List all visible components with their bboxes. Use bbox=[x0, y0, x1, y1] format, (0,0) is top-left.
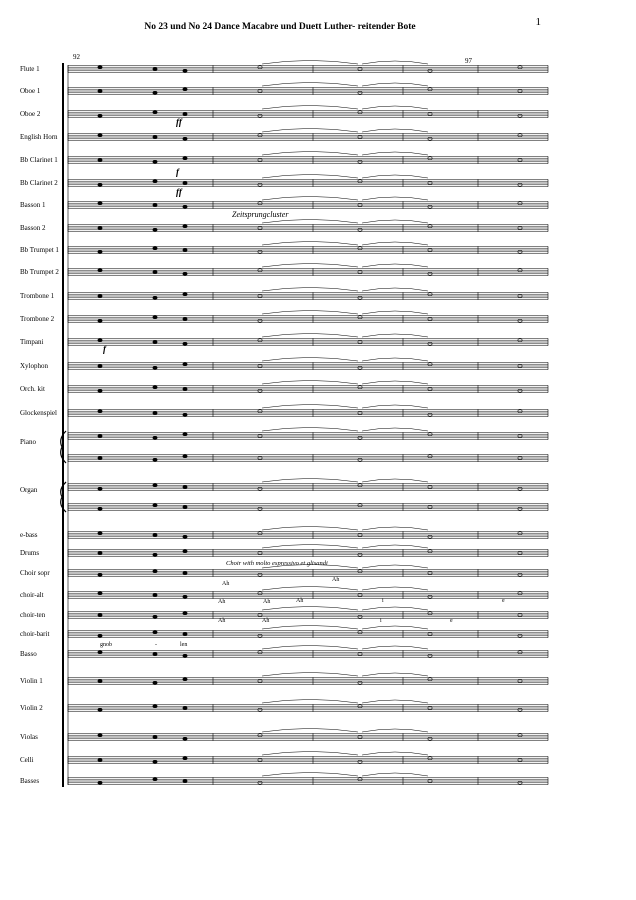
note bbox=[183, 69, 187, 72]
note bbox=[153, 436, 157, 439]
note bbox=[153, 91, 157, 94]
tie bbox=[262, 527, 428, 531]
note bbox=[183, 363, 187, 366]
note bbox=[183, 633, 187, 636]
note bbox=[98, 759, 102, 762]
note bbox=[153, 204, 157, 207]
note bbox=[153, 778, 157, 781]
tie bbox=[262, 264, 428, 268]
note bbox=[153, 296, 157, 299]
staff-glockenspiel bbox=[68, 409, 548, 416]
score-title: No 23 und No 24 Dance Macabre und Duett Luther- reitender Bote bbox=[144, 22, 416, 32]
note bbox=[153, 504, 157, 507]
note bbox=[98, 457, 102, 460]
note bbox=[183, 249, 187, 252]
note bbox=[183, 413, 187, 416]
instrument-label: Timpani bbox=[20, 338, 44, 346]
note bbox=[183, 157, 187, 160]
instrument-label: Violin 2 bbox=[20, 704, 43, 712]
note bbox=[98, 651, 102, 654]
tie bbox=[262, 773, 428, 777]
note bbox=[153, 484, 157, 487]
note bbox=[98, 365, 102, 368]
instrument-label: Oboe 2 bbox=[20, 110, 41, 118]
note bbox=[153, 160, 157, 163]
staff-basses bbox=[68, 777, 548, 784]
instrument-label: Xylophon bbox=[20, 362, 48, 370]
note bbox=[98, 781, 102, 784]
staff-celli bbox=[68, 756, 548, 763]
staff-oboe-2 bbox=[68, 110, 548, 117]
instrument-label: Bb Clarinet 1 bbox=[20, 156, 58, 164]
staff-choir-sopr bbox=[68, 569, 548, 576]
staff-flute-1 bbox=[68, 65, 548, 72]
staff-choir-barit bbox=[68, 630, 548, 637]
note bbox=[153, 228, 157, 231]
tie bbox=[262, 220, 428, 224]
lyric-alt-3: Ah bbox=[296, 598, 304, 604]
note bbox=[183, 612, 187, 615]
lyric-ten-3: i bbox=[380, 618, 382, 624]
note bbox=[98, 227, 102, 230]
instrument-label: Trombone 1 bbox=[20, 292, 55, 300]
dynamic-oboe: ff bbox=[176, 117, 182, 127]
instrument-label: Violas bbox=[20, 733, 38, 741]
note bbox=[183, 88, 187, 91]
note bbox=[153, 631, 157, 634]
note bbox=[153, 458, 157, 461]
staff-bb-trumpet-2 bbox=[68, 268, 548, 275]
note bbox=[183, 455, 187, 458]
note bbox=[183, 182, 187, 185]
tie bbox=[262, 700, 428, 704]
note bbox=[183, 535, 187, 538]
lyric-alt-1: Ah bbox=[218, 599, 226, 605]
instrument-label: Bb Trumpet 1 bbox=[20, 246, 59, 254]
tie bbox=[262, 175, 428, 179]
note bbox=[183, 595, 187, 598]
staff-basson-2 bbox=[68, 224, 548, 231]
instrument-label: Basso bbox=[20, 650, 37, 658]
note bbox=[98, 159, 102, 162]
note bbox=[183, 113, 187, 116]
instrument-label: Flute 1 bbox=[20, 65, 40, 73]
instrument-label: Choir sopr bbox=[20, 569, 50, 577]
lyric-barit-2: - bbox=[155, 642, 157, 648]
staff-orch-kit bbox=[68, 385, 548, 392]
note bbox=[153, 68, 157, 71]
note bbox=[153, 681, 157, 684]
instrument-label: Organ bbox=[20, 486, 38, 494]
staff-e-bass bbox=[68, 531, 548, 538]
staff-piano-2 bbox=[68, 454, 548, 461]
note bbox=[98, 592, 102, 595]
tie bbox=[262, 152, 428, 156]
note bbox=[98, 507, 102, 510]
instrument-label: choir-alt bbox=[20, 591, 44, 599]
tie bbox=[262, 729, 428, 733]
note bbox=[98, 183, 102, 186]
tie bbox=[262, 646, 428, 650]
tie bbox=[262, 673, 428, 677]
tie bbox=[262, 106, 428, 110]
instrument-label: Glockenspiel bbox=[20, 409, 57, 417]
note bbox=[98, 66, 102, 69]
note bbox=[183, 225, 187, 228]
tie bbox=[262, 626, 428, 630]
note bbox=[98, 552, 102, 555]
instrument-label: Oboe 1 bbox=[20, 87, 41, 95]
note bbox=[183, 486, 187, 489]
tie bbox=[262, 381, 428, 385]
tie bbox=[262, 358, 428, 362]
note bbox=[98, 90, 102, 93]
note bbox=[183, 707, 187, 710]
note bbox=[98, 532, 102, 535]
note bbox=[183, 678, 187, 681]
instrument-label: Trombone 2 bbox=[20, 315, 55, 323]
tie bbox=[262, 428, 428, 432]
note bbox=[153, 760, 157, 763]
staff-choir-alt bbox=[68, 591, 548, 598]
note bbox=[183, 318, 187, 321]
note bbox=[183, 342, 187, 345]
tie bbox=[262, 197, 428, 201]
note bbox=[98, 339, 102, 342]
note bbox=[98, 708, 102, 711]
note bbox=[98, 202, 102, 205]
note bbox=[153, 271, 157, 274]
staff-piano-1 bbox=[68, 432, 548, 439]
measure-number: 92 bbox=[73, 53, 80, 61]
dynamic-clarinet: ff bbox=[176, 187, 182, 197]
staff-violin-2 bbox=[68, 704, 548, 711]
instrument-label: Drums bbox=[20, 549, 40, 557]
note bbox=[153, 366, 157, 369]
staff-violin-1 bbox=[68, 677, 548, 684]
note bbox=[98, 114, 102, 117]
note bbox=[153, 705, 157, 708]
instrument-label: Bb Clarinet 2 bbox=[20, 179, 58, 187]
staff-basso bbox=[68, 650, 548, 657]
staff-choir-ten bbox=[68, 611, 548, 618]
note bbox=[153, 736, 157, 739]
note bbox=[153, 341, 157, 344]
note bbox=[153, 653, 157, 656]
tie bbox=[262, 479, 428, 483]
note bbox=[98, 250, 102, 253]
instrument-label: Basson 1 bbox=[20, 201, 46, 209]
note bbox=[98, 573, 102, 576]
tie bbox=[262, 83, 428, 87]
note bbox=[183, 654, 187, 657]
note bbox=[183, 550, 187, 553]
tie bbox=[262, 61, 428, 65]
note bbox=[98, 487, 102, 490]
note bbox=[98, 269, 102, 272]
tie bbox=[262, 587, 428, 591]
note bbox=[153, 570, 157, 573]
note bbox=[153, 316, 157, 319]
lyric-ten-1: Ah bbox=[218, 618, 226, 624]
note bbox=[183, 780, 187, 783]
tie bbox=[262, 752, 428, 756]
staff-bb-trumpet-1 bbox=[68, 246, 548, 253]
lyric-ten-2: Ah bbox=[262, 618, 270, 624]
instrument-label: e-bass bbox=[20, 531, 38, 539]
note bbox=[153, 180, 157, 183]
instrument-label: Orch. kit bbox=[20, 385, 45, 393]
note bbox=[153, 247, 157, 250]
note bbox=[183, 388, 187, 391]
staff-trombone-2 bbox=[68, 315, 548, 322]
tie bbox=[262, 545, 428, 549]
staff-organ-2 bbox=[68, 503, 548, 510]
note bbox=[183, 293, 187, 296]
lyric-ten-4: e bbox=[450, 618, 453, 624]
note bbox=[98, 680, 102, 683]
note bbox=[183, 137, 187, 140]
staff-english-horn bbox=[68, 133, 548, 140]
page-number: 1 bbox=[535, 16, 541, 28]
note bbox=[98, 435, 102, 438]
staff-oboe-1 bbox=[68, 87, 548, 94]
instrument-label: choir-barit bbox=[20, 630, 50, 638]
note bbox=[98, 410, 102, 413]
lyric-alt-4: i bbox=[382, 598, 384, 604]
tie bbox=[262, 607, 428, 611]
staff-timpani bbox=[68, 338, 548, 345]
staff-bb-clarinet-2 bbox=[68, 179, 548, 186]
staff-organ-1 bbox=[68, 483, 548, 490]
choir-direction: Choir with molto espressivo et glisandi bbox=[226, 560, 328, 567]
note bbox=[98, 614, 102, 617]
lyric-sopr-1: Ah bbox=[222, 581, 230, 587]
instrument-label: Basses bbox=[20, 777, 40, 785]
staff-xylophon bbox=[68, 362, 548, 369]
tie bbox=[262, 288, 428, 292]
note bbox=[183, 205, 187, 208]
staff-basson-1 bbox=[68, 201, 548, 208]
note bbox=[183, 272, 187, 275]
note bbox=[98, 734, 102, 737]
note bbox=[153, 136, 157, 139]
lyric-barit-1: gnob bbox=[100, 642, 112, 648]
note bbox=[183, 433, 187, 436]
note bbox=[183, 506, 187, 509]
lyric-sopr-2: Ah bbox=[332, 577, 340, 583]
tie bbox=[262, 311, 428, 315]
note bbox=[153, 111, 157, 114]
dynamic-clarinet-1: f bbox=[176, 167, 179, 177]
dynamic-timpani: f bbox=[103, 344, 106, 354]
note bbox=[153, 412, 157, 415]
note bbox=[98, 634, 102, 637]
note bbox=[98, 134, 102, 137]
note bbox=[153, 534, 157, 537]
note bbox=[183, 757, 187, 760]
note bbox=[183, 572, 187, 575]
instrument-label: Celli bbox=[20, 756, 34, 764]
note bbox=[153, 594, 157, 597]
note bbox=[153, 386, 157, 389]
tie bbox=[262, 129, 428, 133]
note bbox=[183, 737, 187, 740]
note bbox=[98, 295, 102, 298]
note bbox=[98, 389, 102, 392]
lyric-barit-3: len bbox=[180, 642, 188, 648]
instrument-label: English Horn bbox=[20, 133, 58, 141]
instrument-label: Bb Trumpet 2 bbox=[20, 268, 59, 276]
tie bbox=[262, 242, 428, 246]
staff-drums bbox=[68, 549, 548, 556]
note bbox=[153, 615, 157, 618]
measure-number: 97 bbox=[465, 57, 472, 65]
staff-trombone-1 bbox=[68, 292, 548, 299]
instrument-label: choir-ten bbox=[20, 611, 46, 619]
instrument-label: Violin 1 bbox=[20, 677, 43, 685]
staff-bb-clarinet-1 bbox=[68, 156, 548, 163]
tie bbox=[262, 334, 428, 338]
note bbox=[98, 319, 102, 322]
lyric-alt-5: e bbox=[502, 598, 505, 604]
staff-violas bbox=[68, 733, 548, 740]
instrument-label: Piano bbox=[20, 438, 36, 446]
note bbox=[153, 553, 157, 556]
instrument-label: Basson 2 bbox=[20, 224, 46, 232]
tie bbox=[262, 405, 428, 409]
lyric-alt-2: Ah bbox=[263, 599, 271, 605]
cluster-annotation: Zeitsprungcluster bbox=[232, 210, 289, 219]
